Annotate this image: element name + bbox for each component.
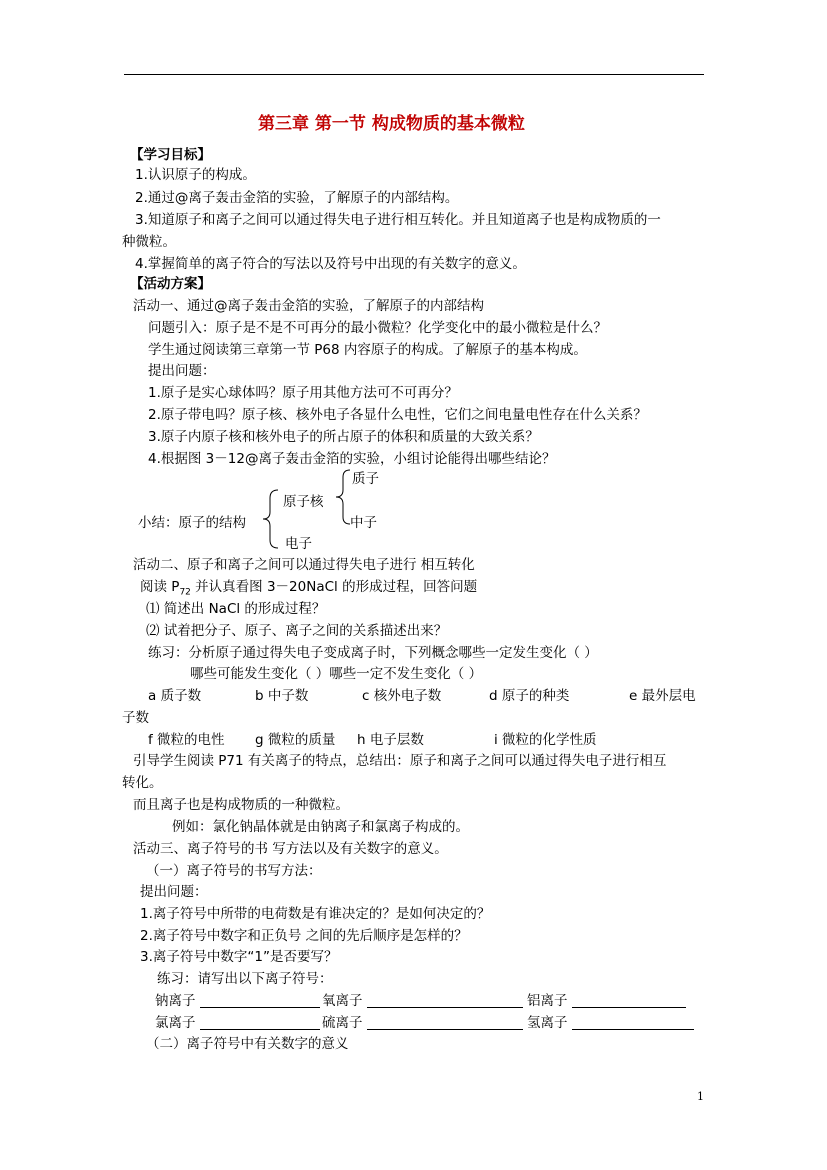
inner-brace-icon <box>334 468 352 526</box>
question-item: 1.原子是实心球体吗？原子用其他方法可不可再分？ <box>148 385 458 401</box>
ask-label-3: 提出问题： <box>140 884 208 900</box>
option-e-wrap: 子数 <box>122 710 149 726</box>
answer-line[interactable] <box>572 1007 686 1008</box>
activity-3-title: 活动三、离子符号的书 写方法以及有关数字的意义。 <box>133 841 448 857</box>
page-title: 第三章 第一节 构成物质的基本微粒 <box>258 114 525 134</box>
goal-item: 4.掌握简单的离子符合的写法以及符号中出现的有关数字的意义。 <box>135 256 526 272</box>
read-post: 并认真看图 3－20NaCl 的形成过程，回答问题 <box>190 579 478 595</box>
question-item: 2.原子带电吗？原子核、核外电子各显什么电性，它们之间电量电性存在什么关系？ <box>148 407 647 423</box>
question-intro: 问题引入：原子是不是不可再分的最小微粒？化学变化中的最小微粒是什么？ <box>148 320 607 336</box>
question-item: 3.原子内原子核和核外电子的所占原子的体积和质量的大致关系？ <box>148 429 539 445</box>
structure-electron: 电子 <box>285 536 312 552</box>
goal-item: 1.认识原子的构成。 <box>135 167 256 183</box>
structure-neutron: 中子 <box>350 515 377 531</box>
question-item: 2.离子符号中数字和正负号 之间的先后顺序是怎样的？ <box>140 928 468 944</box>
option-a: a 质子数 <box>148 688 202 704</box>
guide-line-3: 而且离子也是构成物质的一种微粒。 <box>133 797 349 813</box>
question-item: 4.根据图 3－12@离子轰击金箔的实验，小组讨论能得出哪些结论？ <box>148 451 556 467</box>
exercise-line-2: 哪些可能发生变化（ ）哪些一定不发生变化（ ） <box>190 666 483 682</box>
structure-nucleus: 原子核 <box>283 494 324 510</box>
exercise-line-1: 练习：分析原子通过得失电子变成离子时，下列概念哪些一定发生变化（ ） <box>148 645 598 661</box>
option-b: b 中子数 <box>255 688 309 704</box>
summary-label: 小结：原子的结构 <box>138 515 246 531</box>
question-item: ⑵ 试着把分子、原子、离子之间的关系描述出来？ <box>146 623 448 639</box>
plan-header: 【活动方案】 <box>130 276 211 292</box>
header-rule <box>124 74 704 75</box>
option-e: e 最外层电 <box>629 688 696 704</box>
reading-note-2 <box>140 578 477 602</box>
read-subscript: 72 <box>179 587 191 598</box>
option-g: g 微粒的质量 <box>255 732 336 748</box>
question-item: 1.离子符号中所带的电荷数是有谁决定的？是如何决定的？ <box>140 906 491 922</box>
answer-line[interactable] <box>572 1029 694 1030</box>
page-number: 1 <box>697 1090 704 1103</box>
goals-header: 【学习目标】 <box>130 147 211 163</box>
option-d: d 原子的种类 <box>489 688 570 704</box>
answer-line[interactable] <box>367 1029 523 1030</box>
answer-line[interactable] <box>200 1007 320 1008</box>
ion-label-hydrogen: 氢离子 <box>527 1015 568 1031</box>
ion-label-aluminum: 铝离子 <box>527 993 568 1009</box>
question-item: ⑴ 简述出 NaCl 的形成过程？ <box>146 601 326 617</box>
answer-line[interactable] <box>367 1007 523 1008</box>
ask-label: 提出问题： <box>148 363 216 379</box>
answer-line[interactable] <box>200 1029 320 1030</box>
ion-label-chlorine: 氯离子 <box>155 1015 196 1031</box>
subsection-2: （二）离子符号中有关数字的意义 <box>146 1036 349 1052</box>
example-line: 例如：氯化钠晶体就是由钠离子和氯离子构成的。 <box>172 819 469 835</box>
reading-note: 学生通过阅读第三章第一节 P68 内容原子的构成。了解原子的基本构成。 <box>148 342 587 358</box>
goal-item: 2.通过@离子轰击金箔的实验，了解原子的内部结构。 <box>135 190 459 206</box>
question-item: 3.离子符号中数字“1”是否要写？ <box>140 949 338 965</box>
goal-item-wrap: 种微粒。 <box>122 234 176 250</box>
goal-item: 3.知道原子和离子之间可以通过得失电子进行相互转化。并且知道离子也是构成物质的一 <box>135 212 661 228</box>
activity-1-title: 活动一、通过@离子轰击金箔的实验，了解原子的内部结构 <box>133 298 484 314</box>
structure-proton: 质子 <box>352 471 379 487</box>
practice-label: 练习：请写出以下离子符号： <box>157 971 333 987</box>
ion-label-sulfur: 硫离子 <box>322 1015 363 1031</box>
guide-line-1: 引导学生阅读 P71 有关离子的特点，总结出：原子和离子之间可以通过得失电子进行相互 <box>133 753 667 769</box>
activity-2-title: 活动二、原子和离子之间可以通过得失电子进行 相互转化 <box>133 557 475 573</box>
option-f: f 微粒的电性 <box>148 732 225 748</box>
option-i: i 微粒的化学性质 <box>494 732 597 748</box>
subsection-1: （一）离子符号的书写方法： <box>146 863 322 879</box>
ion-label-oxygen: 氧离子 <box>322 993 363 1009</box>
option-c: c 核外电子数 <box>362 688 442 704</box>
option-h: h 电子层数 <box>357 732 424 748</box>
guide-line-2: 转化。 <box>122 775 163 791</box>
ion-label-sodium: 钠离子 <box>155 993 196 1009</box>
outer-brace-icon <box>260 488 282 550</box>
read-pre: 阅读 P <box>140 579 180 595</box>
